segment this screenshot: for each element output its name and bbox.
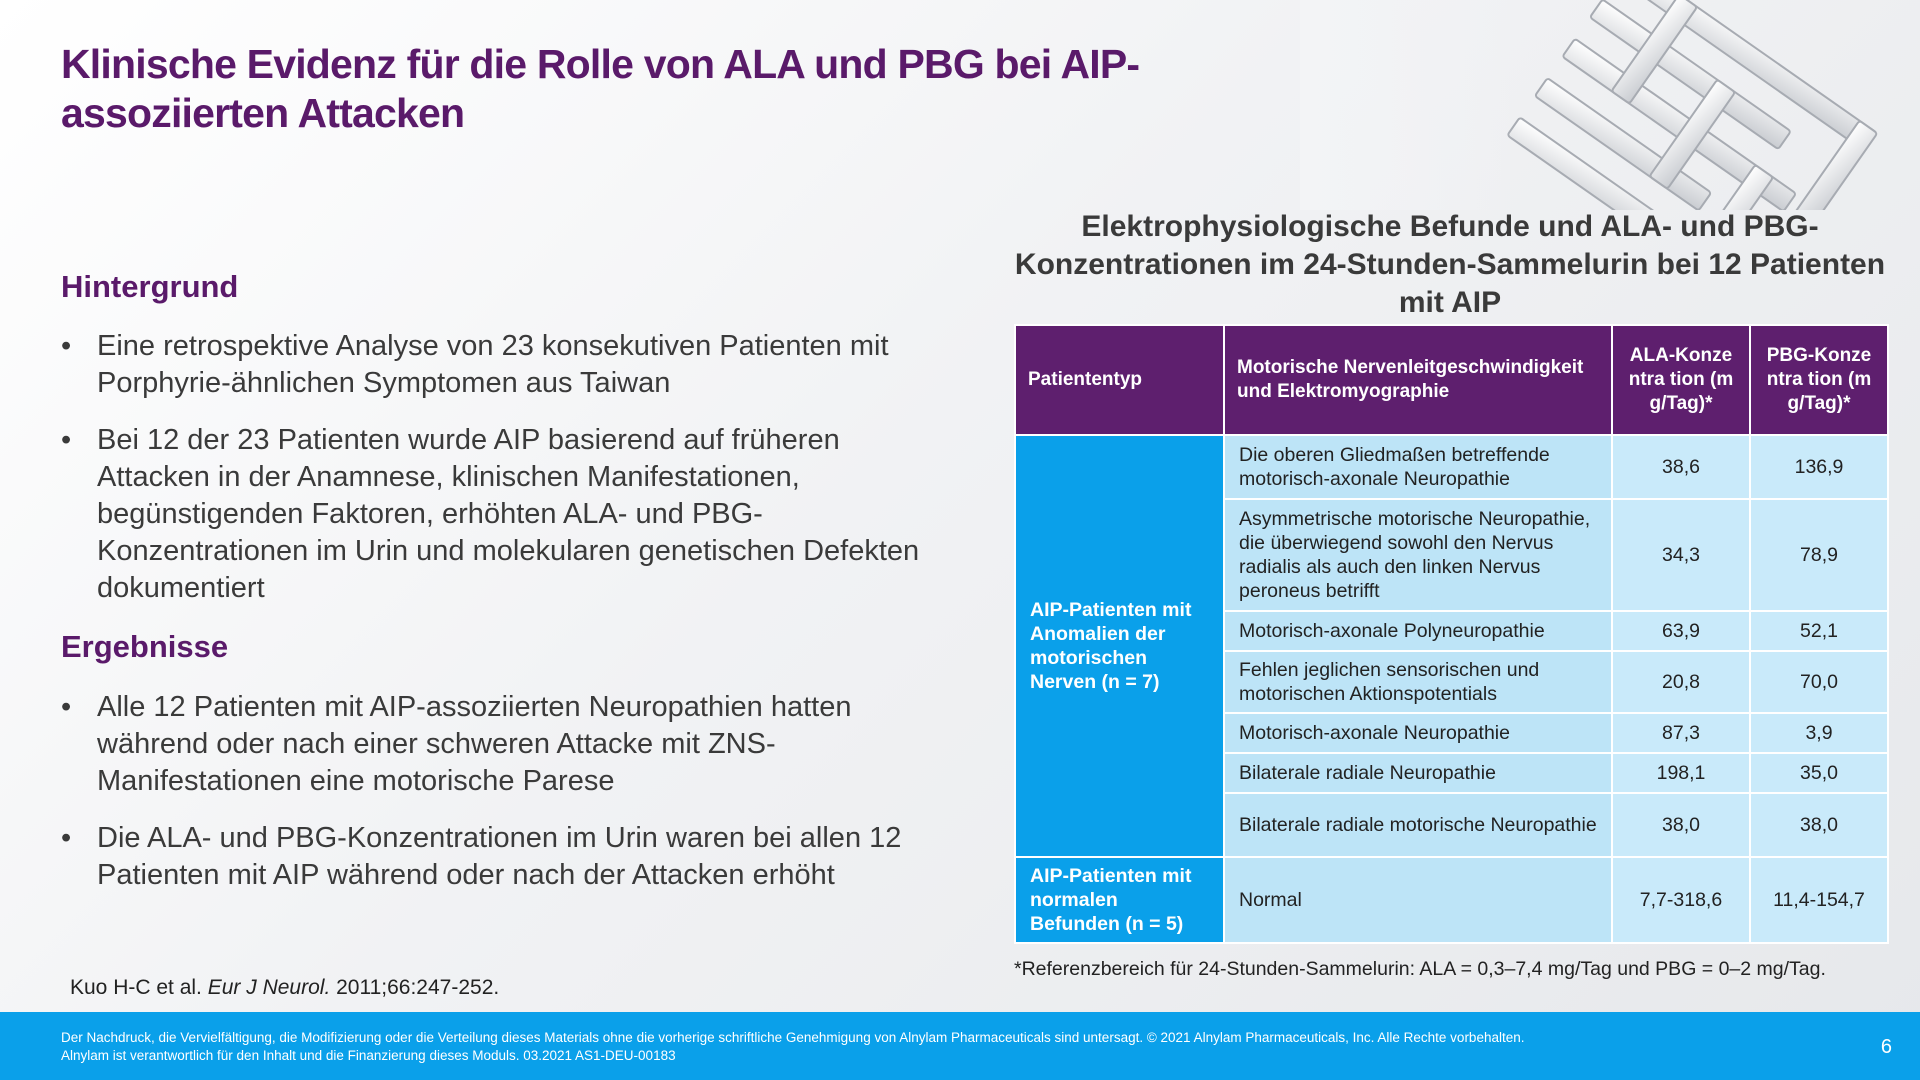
pbg-cell: 3,9 xyxy=(1750,713,1888,753)
ala-cell: 38,6 xyxy=(1612,435,1750,499)
bullet-icon: • xyxy=(61,822,72,854)
list-item xyxy=(61,422,927,607)
table-footnote: *Referenzbereich für 24-Stunden-Sammelurin: ALA = 0,3–7,4 mg/Tag und PBG = 0–2 mg/Tag. xyxy=(1014,958,1826,980)
ala-cell: 34,3 xyxy=(1612,499,1750,611)
citation-journal: Eur J Neurol. xyxy=(207,976,331,999)
table-row xyxy=(1015,857,1888,943)
finding-cell: Asymmetrische motorische Neuropathie, die überwiegend sowohl den Nervus radialis als auch den linken Nervus peroneus betrifft xyxy=(1224,499,1612,611)
pbg-cell: 70,0 xyxy=(1750,651,1888,713)
pbg-cell: 52,1 xyxy=(1750,611,1888,651)
finding-cell: Motorisch-axonale Polyneuropathie xyxy=(1224,611,1612,651)
bullet-icon: • xyxy=(61,691,72,723)
bullet-icon: • xyxy=(61,330,72,362)
legal-line-2: Alnylam ist verantwortlich für den Inhalt und die Finanzierung dieses Moduls. 03.2021 AS1-DEU-00183 xyxy=(61,1048,676,1063)
bullet-text: Die ALA- und PBG-Konzentrationen im Urin waren bei allen 12 Patienten mit AIP während oder nach der Attacken erhöht xyxy=(97,822,902,891)
citation-details: 2011;66:247-252. xyxy=(330,976,500,999)
finding-cell: Normal xyxy=(1224,857,1612,943)
ala-cell: 7,7-318,6 xyxy=(1612,857,1750,943)
table-row xyxy=(1015,435,1888,499)
group-label-abnormal: AIP-Patienten mit Anomalien der motorischen Nerven (n = 7) xyxy=(1015,435,1224,857)
column-header-patient-type: Patiententyp xyxy=(1015,325,1224,435)
finding-cell: Bilaterale radiale Neuropathie xyxy=(1224,753,1612,793)
findings-table xyxy=(1014,324,1889,944)
pbg-cell: 38,0 xyxy=(1750,793,1888,857)
finding-cell: Fehlen jeglichen sensorischen und motorischen Aktionspotentials xyxy=(1224,651,1612,713)
finding-cell: Motorisch-axonale Neuropathie xyxy=(1224,713,1612,753)
bullet-text: Eine retrospektive Analyse von 23 konsekutiven Patienten mit Porphyrie-ähnlichen Symptomen aus Taiwan xyxy=(97,330,889,399)
list-item xyxy=(61,820,967,894)
footer-bar xyxy=(0,1012,1920,1080)
bullet-icon: • xyxy=(61,424,72,456)
page-title: Klinische Evidenz für die Rolle von ALA und PBG bei AIP-assoziierten Attacken xyxy=(61,41,1140,136)
citation-authors: Kuo H-C et al. xyxy=(70,976,208,999)
legal-line-1: Der Nachdruck, die Vervielfältigung, die Modifizierung oder die Verteilung dieses Materials ohne die vorherige schriftliche Genehmigung von Alnylam Pharmaceuticals sind untersagt. © 2021 Alnylam Pharmaceuticals, Inc. Alle Rechte vorbehalten. xyxy=(61,1030,1525,1045)
legal-text xyxy=(61,1029,1761,1065)
ala-cell: 38,0 xyxy=(1612,793,1750,857)
page-number: 6 xyxy=(1880,1036,1892,1058)
ala-cell: 20,8 xyxy=(1612,651,1750,713)
table-title: Elektrophysiologische Befunde und ALA- und PBG-Konzentrationen im 24-Stunden-Sammelurin bei 12 Patienten mit AIP xyxy=(1014,210,1886,319)
group-label-normal: AIP-Patienten mit normalen Befunden (n = 5) xyxy=(1015,857,1224,943)
citation xyxy=(70,976,499,1000)
pbg-cell: 78,9 xyxy=(1750,499,1888,611)
ala-cell: 63,9 xyxy=(1612,611,1750,651)
bullet-text: Bei 12 der 23 Patienten wurde AIP basierend auf früheren Attacken in der Anamnese, klinischen Manifestationen, begünstigenden Faktoren, erhöhten ALA- und PBG-Konzentrationen im Urin und molekularen genetischen Defekten dokumentiert xyxy=(97,424,920,604)
column-header-ala: ALA-Konzentra tion (mg/Tag)* xyxy=(1612,325,1750,435)
maze-image xyxy=(1300,0,1920,210)
section-heading-results: Ergebnisse xyxy=(61,629,229,664)
ala-cell: 87,3 xyxy=(1612,713,1750,753)
list-item xyxy=(61,689,967,800)
table-header-row xyxy=(1015,325,1888,435)
background-bullet-list xyxy=(61,328,961,607)
results-bullet-list xyxy=(61,689,961,894)
finding-cell: Die oberen Gliedmaßen betreffende motorisch-axonale Neuropathie xyxy=(1224,435,1612,499)
section-heading-background: Hintergrund xyxy=(61,269,239,304)
finding-cell: Bilaterale radiale motorische Neuropathie xyxy=(1224,793,1612,857)
list-item xyxy=(61,328,997,402)
column-header-finding: Motorische Nervenleitgeschwindigkeit und Elektromyographie xyxy=(1224,325,1612,435)
pbg-cell: 35,0 xyxy=(1750,753,1888,793)
ala-cell: 198,1 xyxy=(1612,753,1750,793)
bullet-text: Alle 12 Patienten mit AIP-assoziierten Neuropathien hatten während oder nach einer schweren Attacke mit ZNS-Manifestationen eine motorische Parese xyxy=(97,691,852,797)
column-header-pbg: PBG-Konzentra tion (mg/Tag)* xyxy=(1750,325,1888,435)
pbg-cell: 136,9 xyxy=(1750,435,1888,499)
pbg-cell: 11,4-154,7 xyxy=(1750,857,1888,943)
